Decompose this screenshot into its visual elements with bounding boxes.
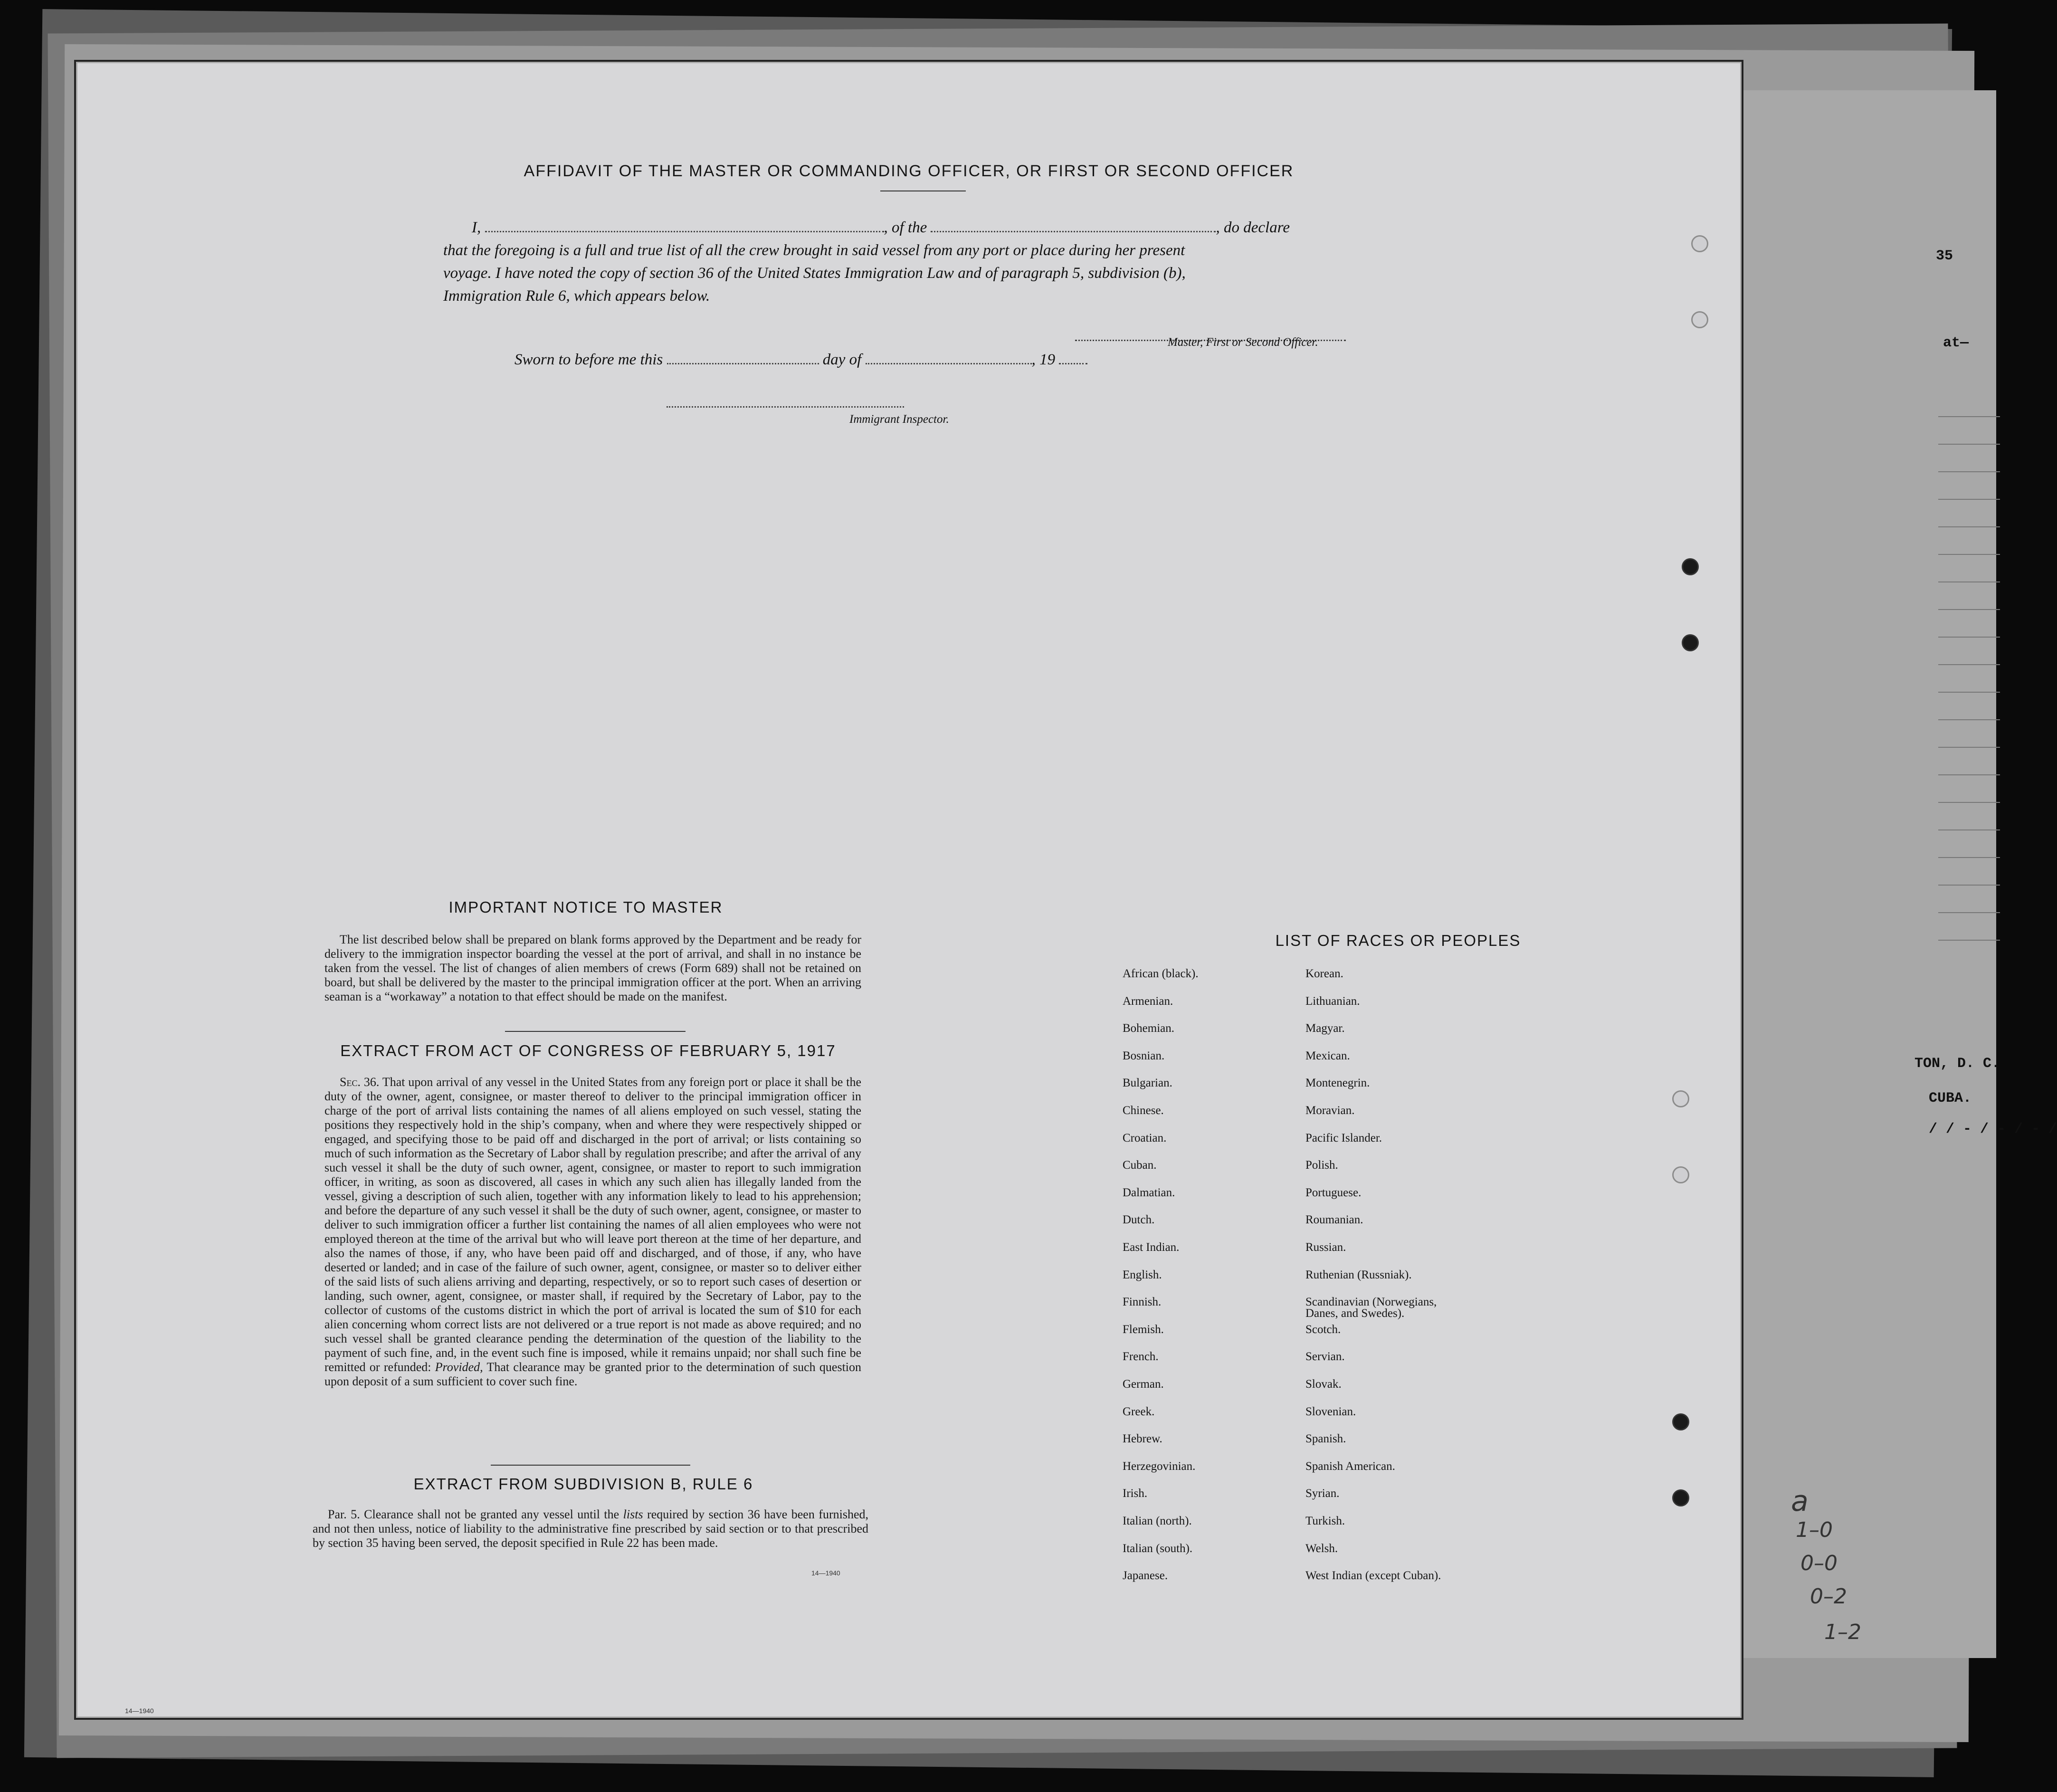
notice-text: The list described below shall be prepared on blank forms approved by the Department and be ready for delivery to the immigration inspector boarding the vessel at the port of arrival, and shall in no instance be taken from the vessel. The list of changes of alien members of crews (Form 689) shall not be retained on board, but shall be delivered by the master to the principal immigration officer at the port. When an arriving seaman is a “workaway” a notation to that effect should be made on the manifest. xyxy=(324,933,861,1003)
affidavit-i-label: I, xyxy=(472,219,481,236)
inspector-label: Immigrant Inspector. xyxy=(849,413,949,426)
underlying-sheet-grid xyxy=(1938,390,2000,960)
race-item: Portuguese. xyxy=(1305,1186,1362,1199)
race-item: Spanish American. xyxy=(1305,1459,1395,1473)
race-item: Polish. xyxy=(1305,1159,1338,1172)
race-item: Welsh. xyxy=(1305,1542,1338,1555)
act-sec-label: Sec. 36. xyxy=(340,1075,380,1089)
race-item: Servian. xyxy=(1305,1350,1345,1363)
punch-hole xyxy=(1672,1166,1689,1183)
punch-hole xyxy=(1672,1090,1689,1107)
vessel-blank[interactable] xyxy=(931,219,1216,232)
notice-heading: IMPORTANT NOTICE TO MASTER xyxy=(448,898,723,916)
underlying-marks-text: / / - / - / - / xyxy=(1929,1121,2057,1137)
rule-text xyxy=(313,1507,868,1550)
affidavit-line-2: that the foregoing is a full and true list of all the crew brought in said vessel from any port or place during her present xyxy=(443,242,1185,259)
race-item: Magyar. xyxy=(1305,1022,1345,1035)
punch-hole xyxy=(1682,634,1699,651)
sworn-label: Sworn to before me this xyxy=(514,351,663,368)
race-item: Italian (north). xyxy=(1123,1515,1192,1527)
race-item: Herzegovinian. xyxy=(1123,1459,1196,1473)
race-item: Japanese. xyxy=(1123,1569,1168,1582)
race-item: Dutch. xyxy=(1123,1213,1155,1227)
race-item: African (black). xyxy=(1123,967,1199,980)
pencil-note: 1–2 xyxy=(1824,1620,1861,1644)
affidavit-body xyxy=(443,216,1374,307)
act-rule xyxy=(491,1465,690,1466)
month-blank[interactable] xyxy=(866,351,1032,364)
affidavit-declare-label: , do declare xyxy=(1216,219,1290,236)
race-item: Italian (south). xyxy=(1123,1542,1193,1555)
rule-lists-word: lists xyxy=(623,1507,643,1521)
race-item: Roumanian. xyxy=(1305,1213,1363,1227)
race-item: Spanish. xyxy=(1305,1432,1346,1446)
race-item: Syrian. xyxy=(1305,1487,1340,1500)
race-item: Cuban. xyxy=(1123,1159,1157,1172)
act-body: That upon arrival of any vessel in the United States from any foreign port or place it shall be the duty of the owner, agent, consignee, or master thereof to deliver to the principal immigration officer in charge of the port of arrival lists containing the names of all aliens employed on such vessel, stating the positions they respectively hold in the ship’s company, when and where they were respectively shipped or engaged, and specifying those to be paid off and discharged in the port of arrival; or lists containing so much of such information as the Secretary of Labor shall by regulation prescribe; and after the arrival of any such vessel it shall be the duty of such owner, agent, consignee, or master to report to such immigration officer, in writing, as soon as discovered, all cases in which any such alien has illegally landed from the vessel, giving a description of such alien, together with any information likely to lead to his apprehension; and before the departure of any such vessel it shall be the duty of such owner, agent, consignee, or master to deliver to such immigration officer a further list containing the names of all alien employees who were not employed thereon at the time of the arrival but who will leave port thereon at the time of her departure, and also the names of those, if any, who have been paid off and discharged, and of those, if any, who have deserted or landed; and in case of the failure of such owner, agent, consignee, or master so to deliver either of the said lists of such aliens arriving and departing, respectively, or so to report such cases of desertion or landing, such owner, agent, consignee, or master shall, if required by the Secretary of Labor, pay to the collector of customs of the customs district in which the port of arrival is located the sum of $10 for each alien concerning whom correct lists are not delivered or a true report is not made as above required; and no such vessel shall be granted clearance pending the determination of the question of the liability to the payment of such fine, and, in the event such fine is imposed, while it remains unpaid; nor shall such fine be remitted or refunded: xyxy=(324,1075,862,1374)
race-item: Korean. xyxy=(1305,967,1343,980)
affidavit-of-the-label: , of the xyxy=(884,219,927,236)
affidavit-title: AFFIDAVIT OF THE MASTER OR COMMANDING OFFICER, OR FIRST OR SECOND OFFICER xyxy=(524,162,1294,180)
race-item: Dalmatian. xyxy=(1123,1186,1175,1199)
race-item: Bulgarian. xyxy=(1123,1077,1172,1090)
race-item: Armenian. xyxy=(1123,994,1173,1008)
day-of-label: day of xyxy=(822,351,862,368)
affidavit-line-1 xyxy=(443,216,1374,239)
race-item: Finnish. xyxy=(1123,1296,1162,1309)
act-provided: Provided, xyxy=(435,1360,483,1374)
affidavit-line-3: voyage. I have noted the copy of section 36 of the United States Immigration Law and of paragraph 5, subdivision (b), xyxy=(443,265,1186,282)
race-item: Scotch. xyxy=(1305,1323,1341,1336)
race-item: Bohemian. xyxy=(1123,1022,1175,1035)
act-text xyxy=(324,1075,861,1389)
race-item: Scandinavian (Norwegians, Danes, and Swedes). xyxy=(1305,1296,1437,1320)
races-heading: LIST OF RACES OR PEOPLES xyxy=(1275,932,1521,949)
sworn-line xyxy=(514,348,1180,371)
pencil-note: 0–2 xyxy=(1810,1584,1847,1609)
punch-hole xyxy=(1691,235,1708,252)
race-item: Slovenian. xyxy=(1305,1405,1356,1418)
race-item: English. xyxy=(1123,1268,1162,1281)
rule-body-b: required by section 36 have been furnished, and not then unless, notice of liability to the administrative fine prescribed by said section or to that prescribed by section 35 having been served, the deposit specified in Rule 22 has been made. xyxy=(313,1507,868,1550)
name-blank[interactable] xyxy=(485,219,884,232)
race-item: Slovak. xyxy=(1305,1378,1342,1391)
bottom-form-number: 14—1940 xyxy=(125,1707,154,1715)
race-item: Flemish. xyxy=(1123,1323,1164,1336)
race-item: Irish. xyxy=(1123,1487,1148,1500)
race-item: Lithuanian. xyxy=(1305,994,1360,1008)
rule-body-a: Clearance shall not be granted any vessel until the xyxy=(364,1507,619,1521)
rule-heading: EXTRACT FROM SUBDIVISION B, RULE 6 xyxy=(413,1475,753,1493)
act-body-end: That clearance may be granted prior to the determination of such question upon deposit of a sum sufficient to cover such fine. xyxy=(324,1360,862,1388)
race-item: Bosnian. xyxy=(1123,1049,1165,1062)
race-item: Hebrew. xyxy=(1123,1432,1162,1446)
pencil-note: a xyxy=(1791,1485,1809,1518)
punch-hole xyxy=(1672,1413,1689,1430)
day-blank[interactable] xyxy=(667,351,819,364)
race-item: Turkish. xyxy=(1305,1515,1345,1527)
underlying-country-text: CUBA. xyxy=(1929,1090,1972,1106)
year-prefix: , 19 xyxy=(1031,351,1056,368)
race-item: Russian. xyxy=(1305,1241,1346,1254)
year-blank[interactable] xyxy=(1059,351,1087,364)
rule-par-label: Par. 5. xyxy=(328,1507,360,1521)
race-item: Greek. xyxy=(1123,1405,1155,1418)
race-item: Chinese. xyxy=(1123,1104,1164,1117)
master-label: Master, First or Second Officer. xyxy=(1168,336,1318,349)
underlying-port-text: TON, D. C. xyxy=(1914,1056,2000,1072)
act-heading: EXTRACT FROM ACT OF CONGRESS OF FEBRUARY 5, 1917 xyxy=(340,1042,836,1059)
race-item: Ruthenian (Russniak). xyxy=(1305,1268,1412,1281)
race-item: Moravian. xyxy=(1305,1104,1355,1117)
race-item: Pacific Islander. xyxy=(1305,1131,1382,1144)
punch-hole xyxy=(1672,1489,1689,1506)
underlying-page-number: 35 xyxy=(1936,248,1953,264)
punch-hole xyxy=(1691,311,1708,328)
affidavit-line-4: Immigration Rule 6, which appears below. xyxy=(443,287,710,305)
pencil-note: 0–0 xyxy=(1800,1551,1838,1575)
form-number: 14—1940 xyxy=(811,1569,840,1577)
race-item: Mexican. xyxy=(1305,1049,1350,1062)
manifest-back-page xyxy=(76,62,1742,1718)
race-item: Croatian. xyxy=(1123,1131,1167,1144)
race-item: French. xyxy=(1123,1350,1159,1363)
punch-hole xyxy=(1682,558,1699,575)
race-item: Montenegrin. xyxy=(1305,1077,1370,1090)
pencil-note: 1–0 xyxy=(1796,1518,1833,1542)
notice-rule xyxy=(505,1031,686,1032)
inspector-signature-blank[interactable] xyxy=(667,394,904,408)
race-item: East Indian. xyxy=(1123,1241,1180,1254)
race-item: German. xyxy=(1123,1378,1164,1391)
underlying-at-label: at— xyxy=(1943,335,1969,351)
race-item: West Indian (except Cuban). xyxy=(1305,1569,1441,1582)
